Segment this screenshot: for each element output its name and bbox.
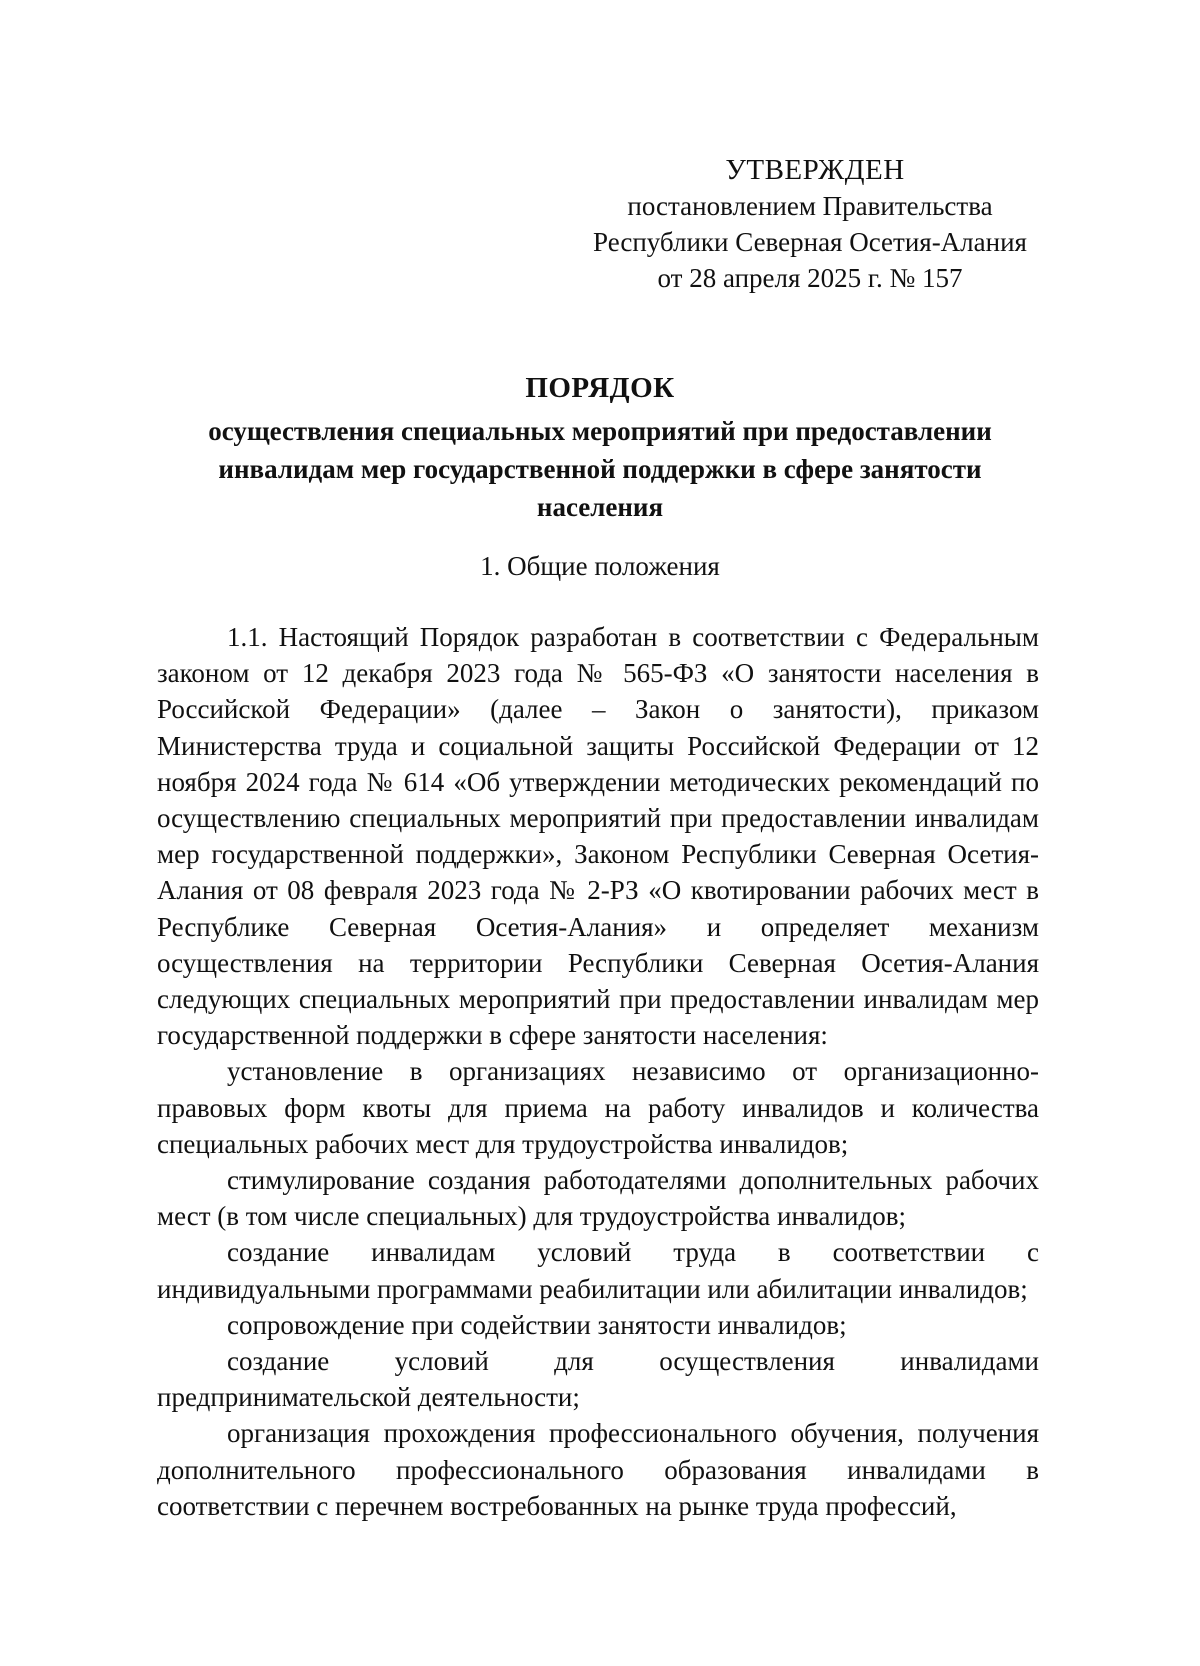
- list-item-support: сопровождение при содействии занятости инвалидов;: [227, 1309, 847, 1340]
- section-heading: 1. Общие положения: [480, 551, 720, 581]
- approval-line-3: от 28 апреля 2025 г. № 157: [657, 263, 963, 293]
- list-item-stimulation: стимулирование создания работодателями дополнительных рабочих мест (в том числе специальных) для трудоустройства инвалидов;: [157, 1165, 1039, 1232]
- document-title-block: [170, 368, 1030, 526]
- list-item-quota: установление в организациях независимо от организационно-правовых форм квоты для приема на работу инвалидов и количества специальных рабочих мест для трудоустройства инвалидов;: [157, 1056, 1039, 1159]
- list-item-training: организация прохождения профессионального обучения, получения дополнительного профессионального образования инвалидами в соответствии с перечнем востребованных на рынке труда профессий,: [157, 1418, 1039, 1521]
- approval-line-1: постановлением Правительства: [627, 191, 993, 221]
- list-item-entrepreneurship: создание условий для осуществления инвалидами предпринимательской деятельности;: [157, 1346, 1039, 1413]
- list-item-work-conditions: создание инвалидам условий труда в соответствии с индивидуальными программами реабилитации или абилитации инвалидов;: [157, 1237, 1039, 1304]
- approval-stamp: УТВЕРЖДЕН: [725, 154, 905, 186]
- approval-line-2: Республики Северная Осетия-Алания: [593, 227, 1027, 257]
- paragraph-1-1: 1.1. Настоящий Порядок разработан в соответствии с Федеральным законом от 12 декабря 2023 года № 565-ФЗ «О занятости населения в Российской Федерации» (далее – Закон о занятости), приказом Министерства труда и социальной защиты Российской Федерации от 12 ноября 2024 года № 614 «Об утверждении методических рекомендаций по осуществлению специальных мероприятий при предоставлении инвалидам мер государственной поддержки», Законом Республики Северная Осетия-Алания от 08 февраля 2023 года № 2-РЗ «О квотировании рабочих мест в Республике Северная Осетия-Алания» и определяет механизм осуществления на территории Республики Северная Осетия-Алания следующих специальных мероприятий при предоставлении инвалидам мер государственной поддержки в сфере занятости населения:: [157, 622, 1039, 1051]
- document-subtitle: осуществления специальных мероприятий при предоставлении инвалидам мер государственной поддержки в сфере занятости населения: [208, 416, 992, 522]
- approval-block: [575, 152, 1045, 296]
- document-title: ПОРЯДОК: [525, 372, 675, 404]
- document-body: [157, 619, 1039, 1524]
